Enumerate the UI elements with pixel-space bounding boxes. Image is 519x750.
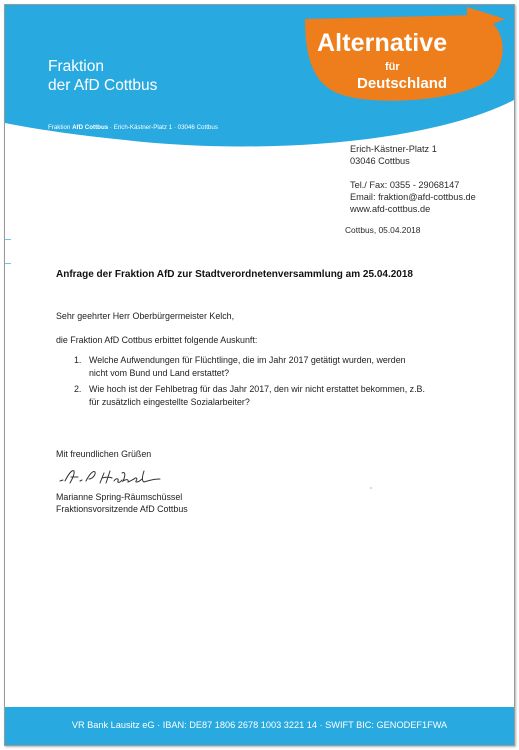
question-line: Wie hoch ist der Fehlbetrag für das Jahr 2017, den wir nicht erstattet bekommen, z.B.: [89, 384, 425, 394]
address-web: www.afd-cottbus.de: [350, 204, 431, 214]
address-city: 03046 Cottbus: [350, 156, 410, 166]
fold-mark: [5, 239, 11, 240]
address-block: [350, 143, 476, 215]
handwritten-signature: [56, 465, 176, 491]
letter-subject: Anfrage der Fraktion AfD zur Stadtverordnetenversammlung am 25.04.2018: [56, 269, 413, 280]
logo-fuer: für: [385, 61, 400, 73]
question-number: 1.: [74, 355, 82, 365]
sender-line: [48, 124, 218, 131]
letter-date: Cottbus, 05.04.2018: [345, 225, 421, 235]
signer-name: Marianne Spring-Räumschüssel: [56, 492, 183, 502]
fold-mark: [5, 263, 11, 264]
address-tel: Tel./ Fax: 0355 - 29068147: [350, 180, 460, 190]
address-email: Email: fraktion@afd-cottbus.de: [350, 192, 476, 202]
closing-text: Mit freundlichen Grüßen: [56, 449, 152, 459]
sender-bold: AfD Cottbus: [72, 124, 109, 131]
fraktion-line-2: der AfD Cottbus: [48, 77, 158, 94]
letter-page: [4, 4, 515, 746]
question-number: 2.: [74, 384, 82, 394]
question-item: [56, 383, 425, 409]
signer-title: Fraktionsvorsitzende AfD Cottbus: [56, 504, 188, 514]
salutation: Sehr geehrter Herr Oberbürgermeister Kelch,: [56, 311, 235, 321]
logo-alternative: Alternative: [317, 29, 448, 57]
question-line: für zusätzlich eingestellte Sozialarbeiter?: [89, 397, 250, 407]
footer-band: [5, 707, 514, 745]
sender-rest: · Erich-Kästner-Platz 1 · 03046 Cottbus: [109, 124, 218, 131]
paper-speck: [370, 487, 372, 489]
intro-text: die Fraktion AfD Cottbus erbittet folgende Auskunft:: [56, 335, 258, 345]
question-line: nicht vom Bund und Land erstattet?: [89, 368, 230, 378]
sender-prefix: Fraktion: [48, 124, 71, 131]
question-line: Welche Aufwendungen für Flüchtlinge, die im Jahr 2017 getätigt wurden, werden: [89, 355, 406, 365]
signer-block: [56, 491, 188, 515]
fraktion-line-1: Fraktion: [48, 58, 104, 75]
question-list: [56, 354, 425, 412]
question-item: [56, 354, 425, 380]
footer-bank-details: VR Bank Lausitz eG · IBAN: DE87 1806 2678 1003 3221 14 · SWIFT BIC: GENODEF1FWA: [71, 720, 448, 730]
address-street: Erich-Kästner-Platz 1: [350, 144, 437, 154]
fraktion-name: [48, 57, 157, 95]
logo-deutschland: Deutschland: [357, 75, 448, 92]
